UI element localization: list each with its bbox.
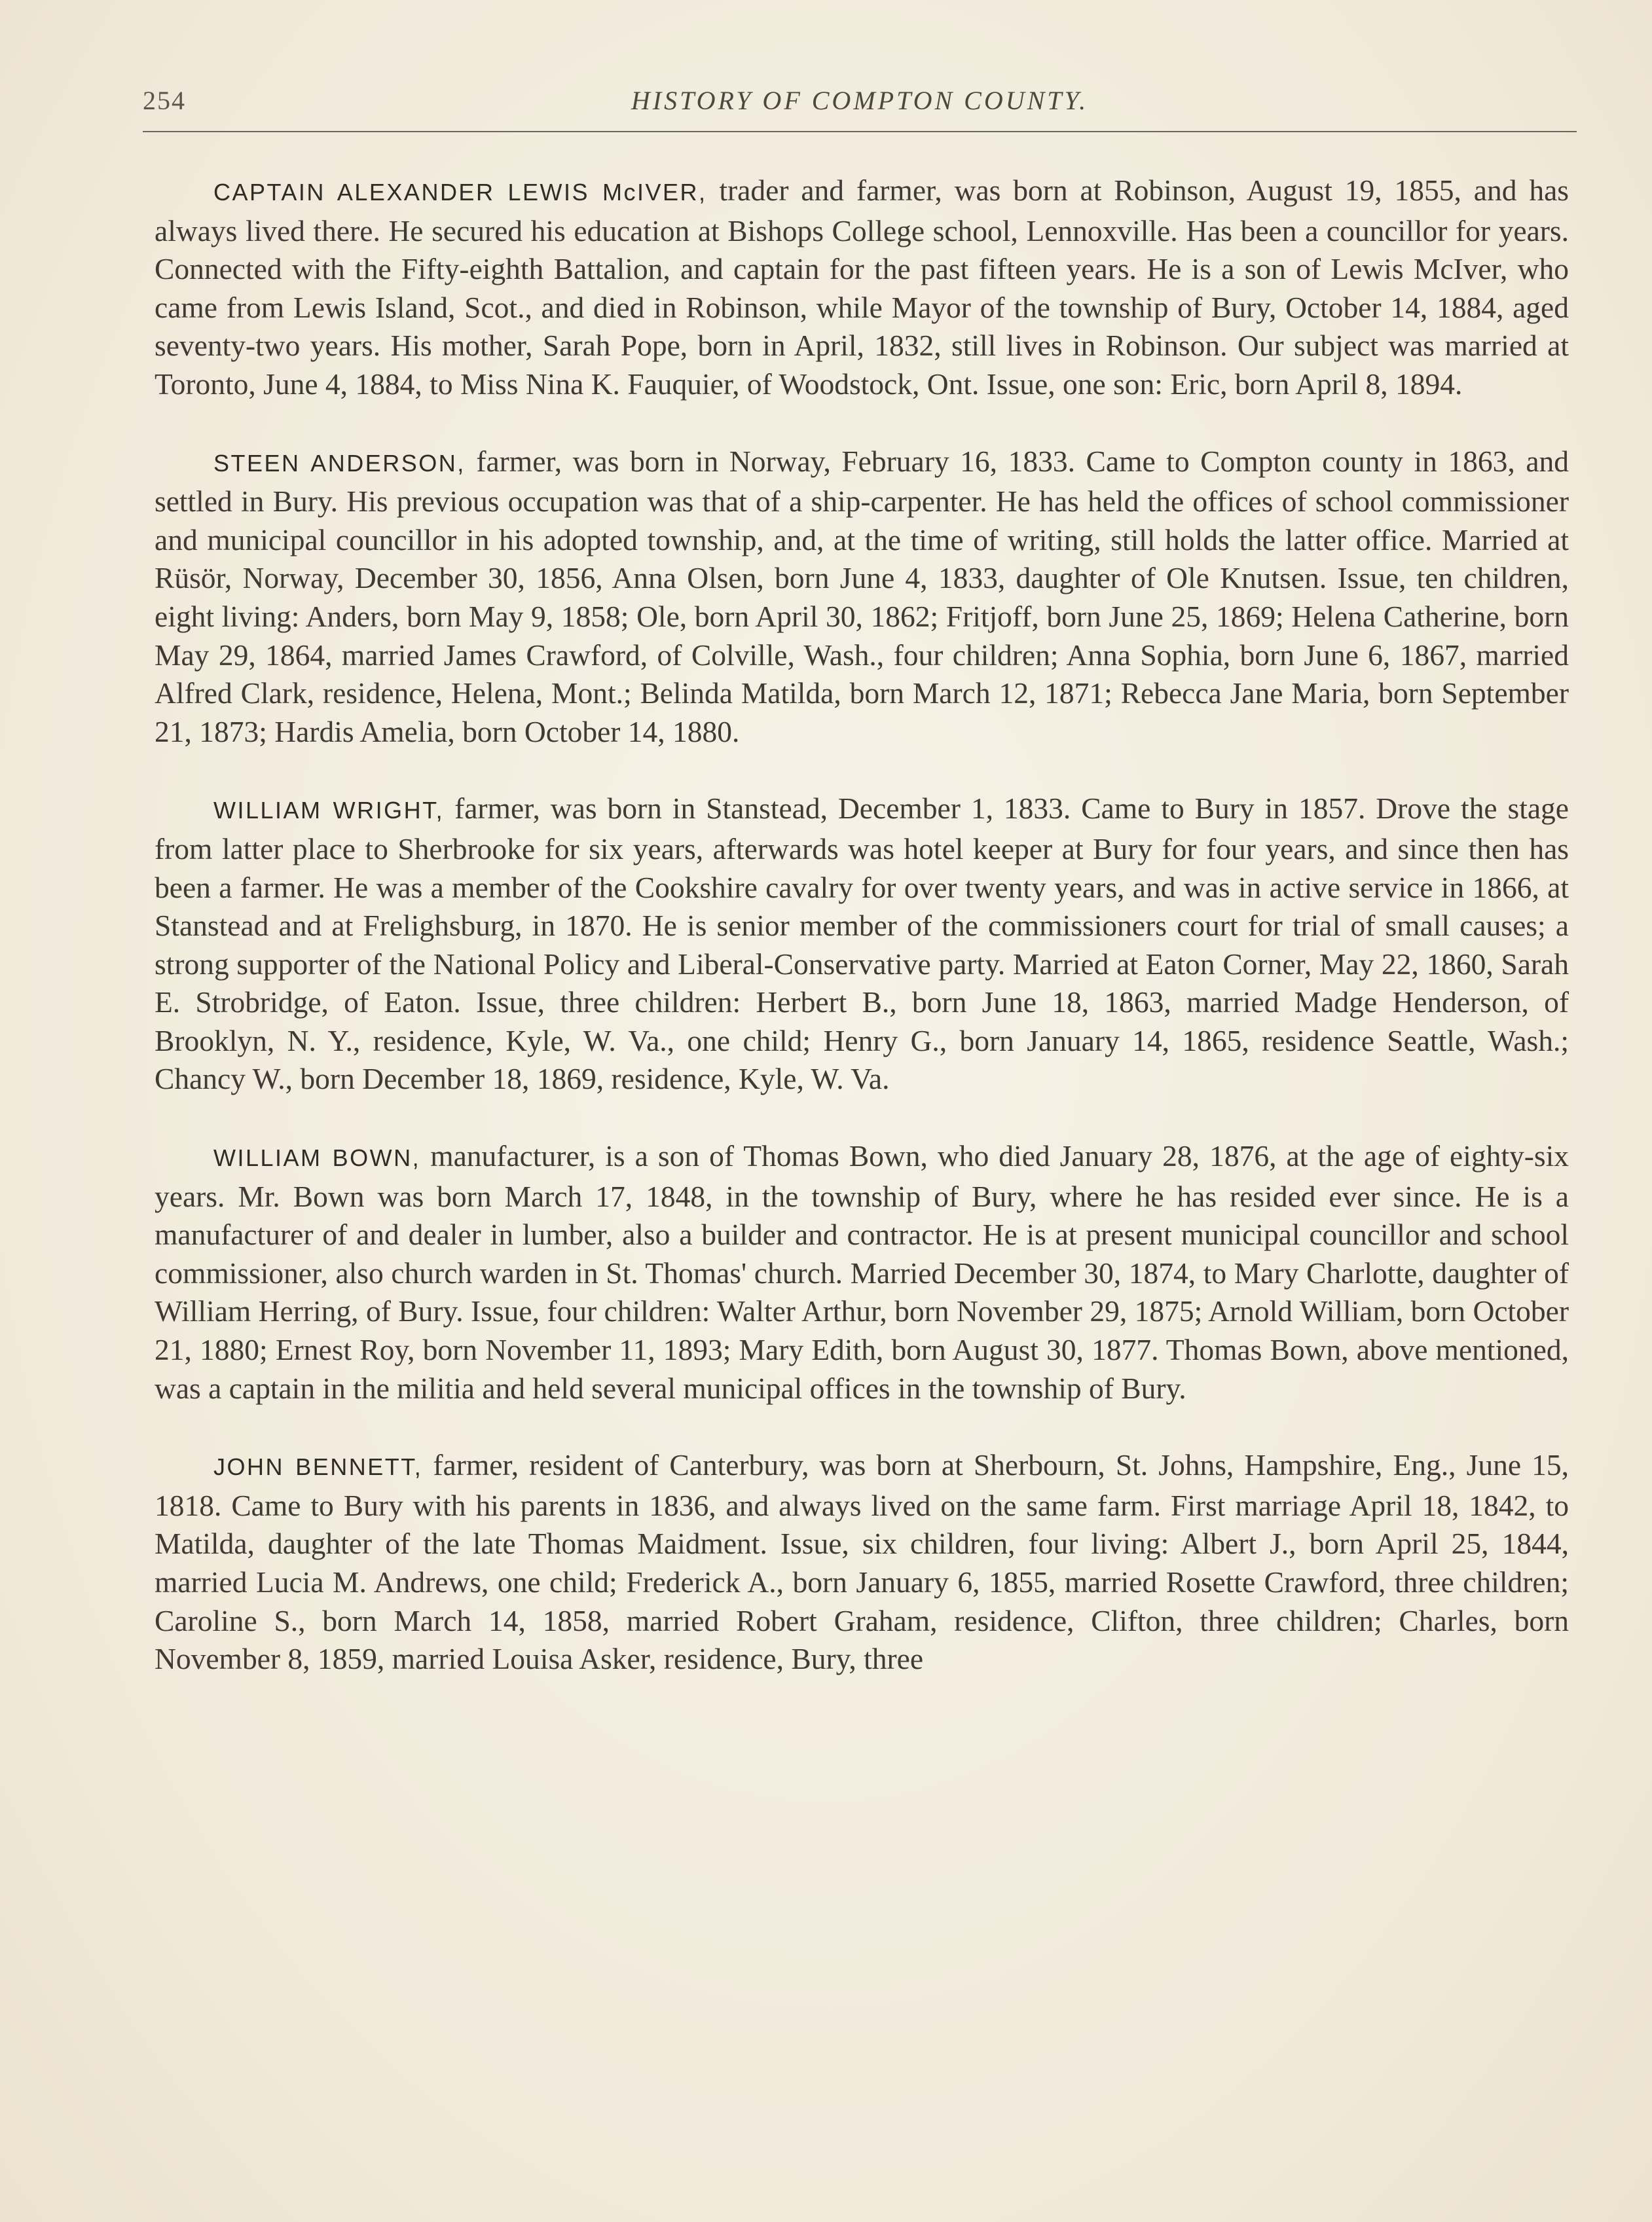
page-number: 254	[143, 86, 186, 115]
entry-text: trader and farmer, was born at Robinson, August 19, 1855, and has always lived there. He secured his education at Bishops College school, Lennoxville. Has been a councillor for years. Connected with the Fifty-eighth Battalion, and captain for the past fifteen years. He is a son of Lewis McIver, who came from Lewis Island, Scot., and died in Robinson, while Mayor of the township of Bury, October 14, 1884, aged seventy-two years. His mother, Sarah Pope, born in April, 1832, still lives in Robinson. Our subject was married at Toronto, June 4, 1884, to Miss Nina K. Fauquier, of Woodstock, Ont. Issue, one son: Eric, born April 8, 1894.	[155, 173, 1569, 401]
header-rule	[143, 131, 1577, 132]
entry-text: farmer, was born in Norway, February 16, 1833. Came to Compton county in 1863, and settled in Bury. His previous occupation was that of a ship-carpenter. He has held the offices of school commissioner and municipal councillor in his adopted township, and, at the time of writing, still holds the latter office. Married at Rüsör, Norway, December 30, 1856, Anna Olsen, born June 4, 1833, daughter of Ole Knutsen. Issue, ten children, eight living: Anders, born May 9, 1858; Ole, born April 30, 1862; Fritjoff, born June 25, 1869; Helena Catherine, born May 29, 1864, married James Crawford, of Colville, Wash., four children; Anna Sophia, born June 6, 1867, married Alfred Clark, residence, Helena, Mont.; Belinda Matilda, born March 12, 1871; Rebecca Jane Maria, born September 21, 1873; Hardis Amelia, born October 14, 1880.	[155, 444, 1569, 748]
entry-name: WILLIAM BOWN,	[213, 1144, 421, 1172]
entry-name: WILLIAM WRIGHT,	[213, 797, 445, 824]
entry-text: farmer, resident of Canterbury, was born at Sherbourn, St. Johns, Hampshire, Eng., June 15, 1818. Came to Bury with his parents in 1836, and always lived on the same farm. First marriage April 18, 1842, to Matilda, daughter of the late Thomas Maidment. Issue, six children, four living: Albert J., born April 25, 1844, married Lucia M. Andrews, one child; Frederick A., born January 6, 1855, married Rosette Crawford, three children; Caroline S., born March 14, 1858, married Robert Graham, residence, Clifton, three children; Charles, born November 8, 1859, married Louisa Asker, residence, Bury, three	[155, 1448, 1569, 1676]
running-title: HISTORY OF COMPTON COUNTY.	[631, 86, 1089, 115]
running-head	[143, 85, 1577, 131]
entry-name: JOHN BENNETT,	[213, 1453, 423, 1481]
biography-entry-bown	[155, 1137, 1569, 1408]
biography-entry-mciver	[155, 172, 1569, 404]
biography-entry-anderson	[155, 443, 1569, 752]
biography-entry-wright	[155, 790, 1569, 1099]
entry-name: CAPTAIN ALEXANDER LEWIS McIVER,	[213, 179, 707, 206]
biography-list	[155, 172, 1569, 1679]
biography-entry-bennett	[155, 1446, 1569, 1679]
entry-text: manufacturer, is a son of Thomas Bown, who died January 28, 1876, at the age of eighty-six years. Mr. Bown was born March 17, 1848, in the township of Bury, where he has resided ever since. He is a manufacturer of and dealer in lumber, also a builder and contractor. He is at present municipal councillor and school commissioner, also church warden in St. Thomas' church. Married December 30, 1874, to Mary Charlotte, daughter of William Herring, of Bury. Issue, four children: Walter Arthur, born November 29, 1875; Arnold William, born October 21, 1880; Ernest Roy, born November 11, 1893; Mary Edith, born August 30, 1877. Thomas Bown, above mentioned, was a captain in the militia and held several municipal offices in the township of Bury.	[155, 1139, 1569, 1405]
entry-text: farmer, was born in Stanstead, December 1, 1833. Came to Bury in 1857. Drove the stage from latter place to Sherbrooke for six years, afterwards was hotel keeper at Bury for four years, and since then has been a farmer. He was a member of the Cookshire cavalry for over twenty years, and was in active service in 1866, at Stanstead and at Frelighsburg, in 1870. He is senior member of the commissioners court for trial of small causes; a strong supporter of the National Policy and Liberal-Conservative party. Married at Eaton Corner, May 22, 1860, Sarah E. Strobridge, of Eaton. Issue, three children: Herbert B., born June 18, 1863, married Madge Henderson, of Brooklyn, N. Y., residence, Kyle, W. Va., one child; Henry G., born January 14, 1865, residence Seattle, Wash.; Chancy W., born December 18, 1869, residence, Kyle, W. Va.	[155, 792, 1569, 1096]
entry-name: STEEN ANDERSON,	[213, 449, 466, 477]
